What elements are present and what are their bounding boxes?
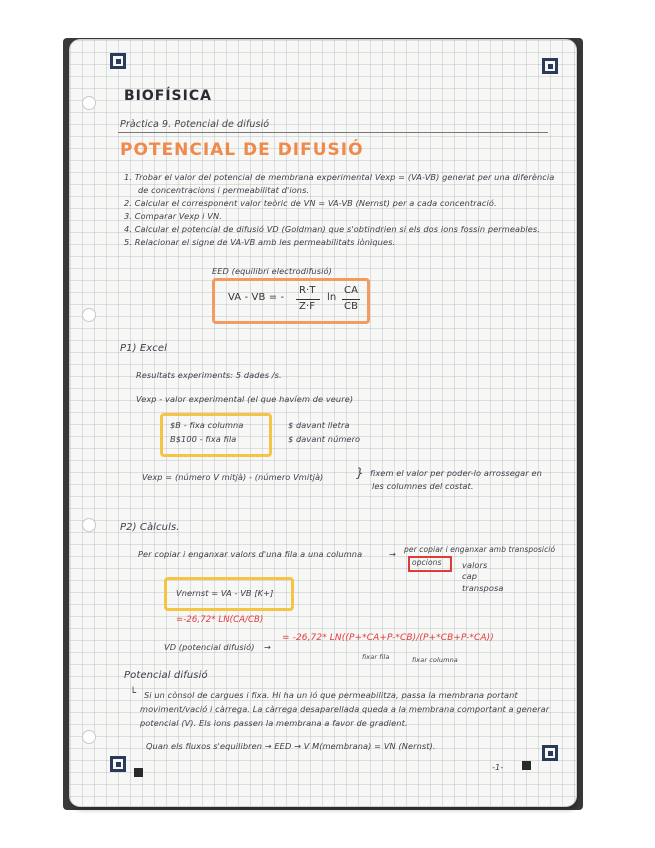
- nernst-excel-formula: =-26,72* LN(CA/CB): [176, 615, 264, 625]
- fix-column-annotation: fixar columna: [412, 656, 458, 664]
- objective-line: 1. Trobar el valor del potencial de membrana experimental Vexp = (VA-VB) generat per una diferència: [124, 172, 555, 182]
- equation-label: EED (equilibri electrodifusió): [212, 266, 332, 276]
- section-heading-p2: P2) Càlculs.: [120, 522, 180, 533]
- diffusion-text-line: potencial (V). Els ions passen la membrana a favor de gradient.: [140, 718, 408, 728]
- fraction-line: [296, 299, 320, 300]
- option-item: valors: [462, 560, 488, 570]
- fix-column-note: $B - fixa columna: [170, 420, 244, 430]
- header-rule: [118, 132, 548, 133]
- practice-title: Pràctica 9. Potencial de difusió: [120, 119, 270, 130]
- subject-heading: BIOFÍSICA: [124, 88, 212, 104]
- equation-cnum: CA: [344, 285, 359, 296]
- corner-square-icon: [522, 761, 531, 770]
- dollar-number-note: $ davant número: [288, 434, 361, 444]
- vd-label: VD (potencial difusió): [164, 642, 255, 652]
- main-title: POTENCIAL DE DIFUSIÓ: [120, 140, 364, 160]
- corner-square-icon: [134, 768, 143, 777]
- equation-num: R·T: [299, 285, 316, 296]
- page-number: -1-: [492, 762, 504, 772]
- corner-marker-icon: [110, 756, 126, 772]
- binder-hole: [82, 518, 96, 532]
- vexp-formula: Vexp = (número V mitjà) - (número Vmitjà): [142, 472, 324, 482]
- objective-line: de concentracions i permeabilitat d'ions.: [138, 185, 310, 195]
- vexp-definition: Vexp - valor experimental (el que havíem de veure): [136, 394, 354, 404]
- section-heading-diffusion: Potencial difusió: [124, 670, 208, 681]
- fix-row-note: B$100 - fixa fila: [170, 434, 237, 444]
- binder-hole: [82, 96, 96, 110]
- fraction-line: [342, 299, 360, 300]
- corner-marker-icon: [110, 53, 126, 69]
- transpose-note: per copiar i enganxar amb transposició: [404, 545, 556, 554]
- section-heading-p1: P1) Excel: [120, 343, 168, 354]
- results-line: Resultats experiments: 5 dades /s.: [136, 370, 282, 380]
- fix-row-annotation: fixar fila: [362, 653, 390, 661]
- binder-hole: [82, 730, 96, 744]
- objective-line: 4. Calcular el potencial de difusió VD (Goldman) que s'obtindrien si els dos ions fossin permeables.: [124, 224, 540, 234]
- copy-rows-line: Per copiar i enganxar valors d'una fila a una columna: [138, 549, 363, 559]
- binder-hole: [82, 308, 96, 322]
- equation-ln: ln: [327, 292, 337, 303]
- fix-comment-line: les columnes del costat.: [372, 481, 474, 491]
- objective-line: 2. Calcular el corresponent valor teòric de VN = VA-VB (Nernst) per a cada concentració.: [124, 198, 497, 208]
- option-item: transposa: [462, 583, 504, 593]
- equation-lhs: VA - VB = -: [228, 292, 285, 303]
- brace-glyph: }: [356, 466, 364, 480]
- diffusion-text-line: Si un cònsol de cargues i fixa. Hi ha un ió que permeabilitza, passa la membrana portant: [144, 690, 518, 700]
- objective-line: 5. Relacionar el signe de VA-VB amb les permeabilitats iòniques.: [124, 237, 396, 247]
- corner-marker-icon: [542, 745, 558, 761]
- equilibrium-line: Quan els fluxos s'equilibren → EED → V M(membrana) = VN (Nernst).: [146, 741, 436, 751]
- equation-cden: CB: [344, 301, 359, 312]
- options-label: opcions: [412, 558, 442, 567]
- equation-den: Z·F: [299, 301, 316, 312]
- vnernst-formula: Vnernst = VA - VB [K+]: [176, 588, 274, 598]
- objective-line: 3. Comparar Vexp i VN.: [124, 211, 222, 221]
- corner-marker-icon: [542, 58, 558, 74]
- hook-glyph: └: [130, 688, 137, 699]
- option-item: cap: [462, 571, 478, 581]
- goldman-excel-formula: = -26,72* LN((P+*CA+P-*CB)/(P+*CB+P-*CA)): [282, 633, 494, 643]
- dollar-letter-note: $ davant lletra: [288, 420, 350, 430]
- arrow-glyph: →: [389, 549, 396, 559]
- diffusion-text-line: moviment/vació i càrrega. La càrrega desaparellada queda a la membrana comportant a generar: [140, 704, 550, 714]
- arrow-glyph: →: [264, 642, 271, 652]
- fix-comment-line: fixem el valor per poder-lo arrossegar en: [370, 468, 542, 478]
